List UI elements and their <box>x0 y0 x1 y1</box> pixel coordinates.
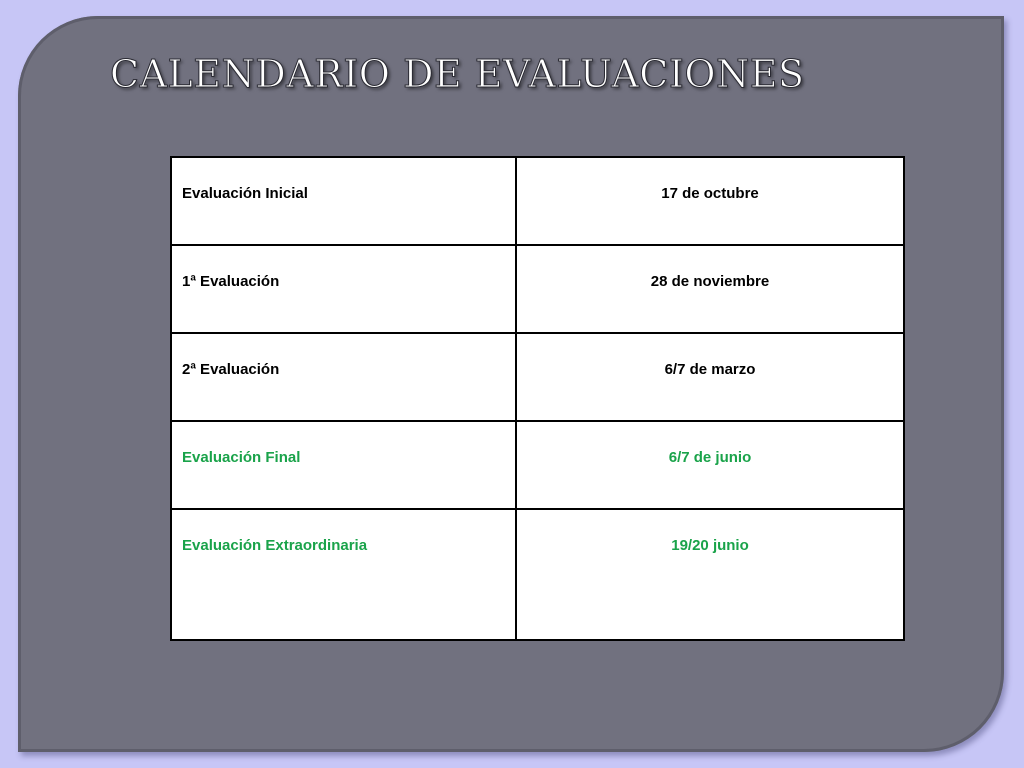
table-row <box>171 509 904 640</box>
evaluation-schedule-table <box>170 156 905 641</box>
evaluation-date: 19/20 junio <box>516 509 904 640</box>
evaluation-date: 17 de octubre <box>516 157 904 245</box>
evaluation-date: 6/7 de junio <box>516 421 904 509</box>
evaluation-name: Evaluación Inicial <box>171 157 516 245</box>
table-row <box>171 157 904 245</box>
evaluation-name: Evaluación Extraordinaria <box>171 509 516 640</box>
table-row <box>171 333 904 421</box>
evaluation-date: 28 de noviembre <box>516 245 904 333</box>
table-row <box>171 421 904 509</box>
slide-title: CALENDARIO DE EVALUACIONES <box>110 52 805 96</box>
evaluation-name: 1ª Evaluación <box>171 245 516 333</box>
evaluation-name: Evaluación Final <box>171 421 516 509</box>
evaluation-name: 2ª Evaluación <box>171 333 516 421</box>
evaluation-date: 6/7 de marzo <box>516 333 904 421</box>
table-row <box>171 245 904 333</box>
